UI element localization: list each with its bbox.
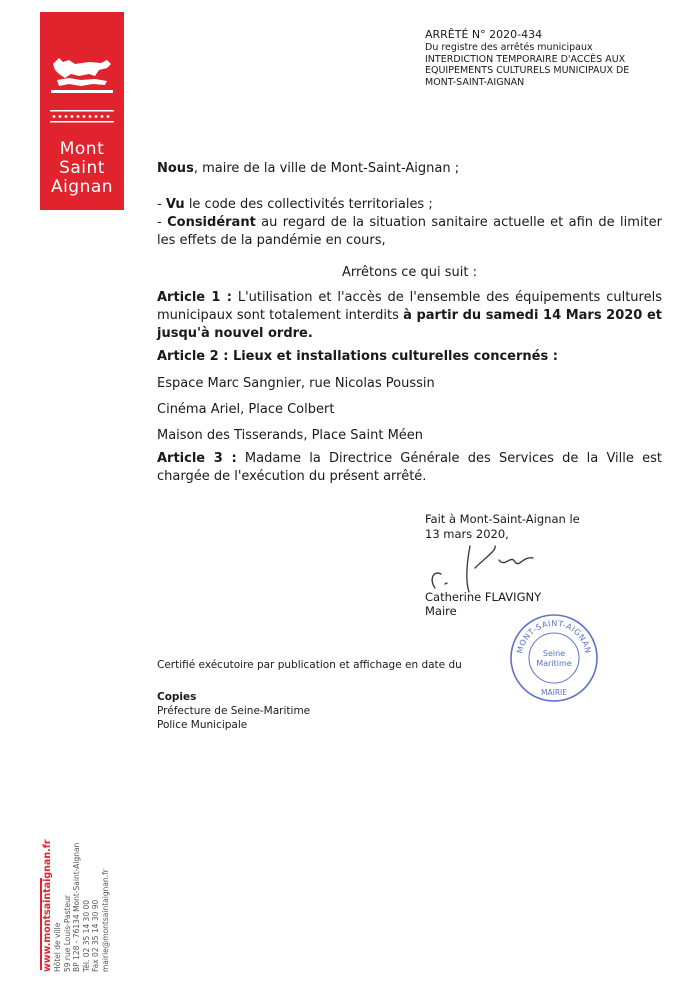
- vu-dash: -: [157, 197, 166, 212]
- signatory-title: Maire: [425, 604, 457, 618]
- logo-wordmark: [40, 140, 124, 197]
- decorative-dots-icon: [50, 108, 114, 124]
- cons-dash: -: [157, 215, 168, 230]
- place-item: Espace Marc Sangnier, rue Nicolas Poussin: [157, 376, 435, 391]
- stamp-center-1: Seine: [542, 649, 566, 658]
- footer-address: [42, 742, 142, 972]
- footer-email[interactable]: mairie@montsaintaignan.fr: [100, 869, 110, 972]
- copy-recipient: Police Municipale: [157, 719, 248, 731]
- nous-bold: Nous: [157, 161, 194, 176]
- footer-line: Fax 02 35 14 30 90: [91, 899, 100, 972]
- preamble-nous: [157, 160, 662, 178]
- article-2-label: Article 2 : Lieux et installations culturelles concernés :: [157, 349, 558, 364]
- arretons-heading: Arrêtons ce qui suit :: [341, 265, 477, 280]
- article-3-text: Madame la Directrice Générale des Services de la Ville est chargée de l'exécution du présent arrêté.: [157, 451, 663, 484]
- copies-label: Copies: [157, 691, 197, 703]
- cons-text: au regard de la situation sanitaire actuelle et afin de limiter les effets de la pandémie en cours,: [157, 215, 662, 248]
- signatory-name: Catherine FLAVIGNY: [425, 590, 542, 604]
- article-1-text: L'utilisation et l'accès de l'ensemble des équipements culturels municipaux sont totalement interdits: [157, 290, 662, 323]
- signature-place: Fait à Mont-Saint-Aignan le: [425, 512, 580, 526]
- footer-line: 59 rue Louis-Pasteur: [62, 895, 72, 972]
- article-1-bold-date: à partir du samedi 14 Mars 2020 et jusqu'à nouvel ordre.: [157, 308, 662, 341]
- nous-text: , maire de la ville de Mont-Saint-Aignan ;: [193, 161, 460, 176]
- website-link[interactable]: www.montsaintaignan.fr: [42, 839, 53, 972]
- article-1-label: Article 1 :: [157, 290, 232, 305]
- preamble-vu: [157, 196, 662, 214]
- article-3: [157, 450, 662, 486]
- logo-line-2: Saint: [59, 158, 105, 178]
- logo-line-1: Mont: [59, 139, 105, 159]
- footer-line: BP 128 - 76134 Mont-Saint-Aignan: [72, 842, 81, 972]
- logo-line-3: Aignan: [50, 177, 114, 197]
- header-line-2: INTERDICTION TEMPORAIRE D'ACCÈS AUX: [425, 53, 626, 65]
- vu-text: le code des collectivités territoriales ;: [184, 197, 433, 212]
- stamp-center-2: Maritime: [536, 659, 572, 668]
- vu-bold: Vu: [165, 197, 185, 212]
- article-1: [157, 289, 662, 343]
- copy-recipient: Préfecture de Seine-Maritime: [157, 705, 311, 717]
- cons-bold: Considérant: [167, 215, 256, 230]
- arrete-number: ARRÊTÉ N° 2020-434: [425, 28, 543, 41]
- footer-line: Hôtel de ville: [53, 922, 62, 972]
- stamp-top-text: MONT-SAINT-AIGNAN: [515, 618, 593, 655]
- document-header: [425, 28, 675, 88]
- header-line-3: EQUIPEMENTS CULTURELS MUNICIPAUX DE: [425, 65, 630, 76]
- official-stamp: [508, 612, 600, 704]
- header-line-4: MONT-SAINT-AIGNAN: [425, 76, 525, 88]
- place-item: Maison des Tisserands, Place Saint Méen: [157, 428, 424, 443]
- article-3-label: Article 3 :: [157, 451, 237, 466]
- signature-date: 13 mars 2020,: [425, 527, 509, 541]
- preamble-considerant: [157, 214, 662, 250]
- footer-line: Tél. 02 35 14 30 00: [81, 899, 91, 972]
- certifie-text: Certifié exécutoire par publication et affichage en date du: [157, 659, 462, 671]
- stamp-bottom-text: MAIRIE: [541, 688, 567, 697]
- place-item: Cinéma Ariel, Place Colbert: [157, 402, 335, 417]
- article-2-heading: [157, 348, 662, 366]
- city-logo: [40, 12, 124, 210]
- header-line-1: Du registre des arrêtés municipaux: [425, 42, 593, 53]
- lion-crest-icon: [49, 54, 115, 100]
